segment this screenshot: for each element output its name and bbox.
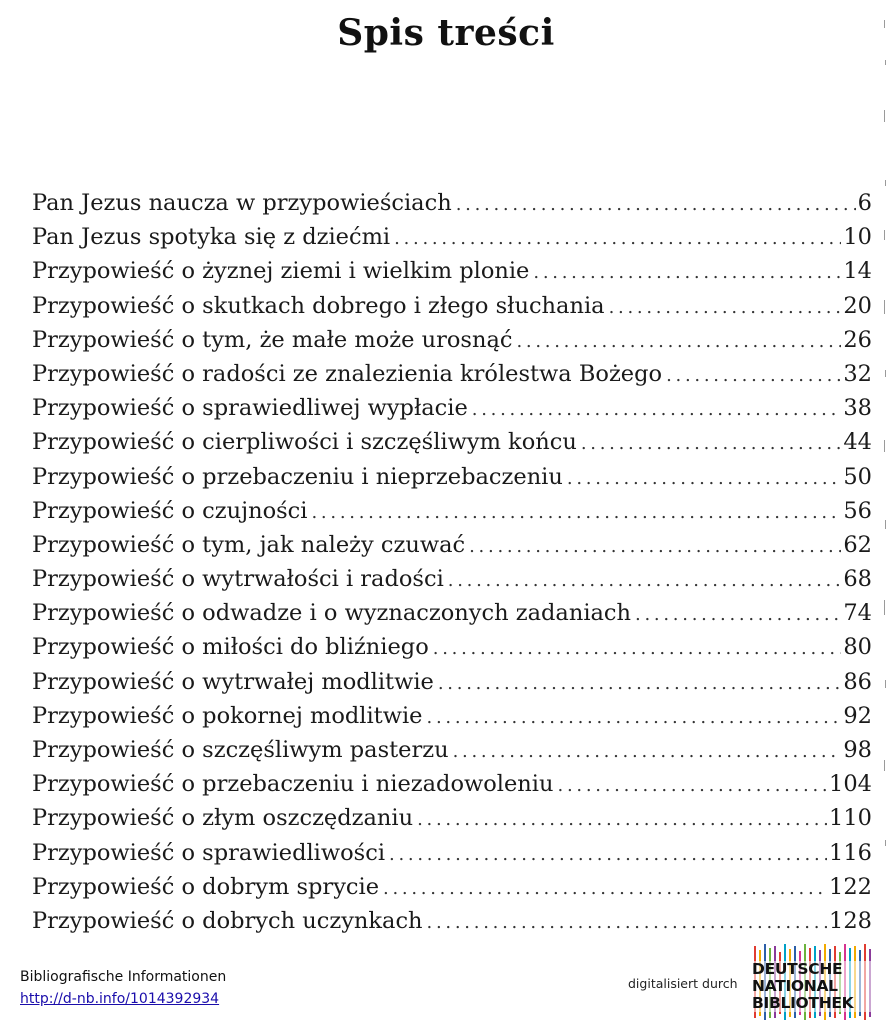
toc-entry-title: Przypowieść o przebaczeniu i niezadowoleniu (32, 771, 554, 798)
toc-entry (32, 874, 872, 908)
toc-entry-page: 122 (829, 873, 872, 900)
toc-entry (32, 258, 872, 292)
toc-dot-leader (394, 228, 841, 249)
toc-dot-leader (533, 262, 841, 283)
dnb-logo-text (752, 961, 874, 1012)
toc-entry (32, 224, 872, 258)
toc-entry-page: 38 (843, 395, 872, 422)
toc-entry (32, 464, 872, 498)
toc-entry-title: Przypowieść o sprawiedliwości (32, 839, 386, 866)
toc-dot-leader (438, 673, 842, 694)
toc-dot-leader (472, 399, 842, 420)
toc-entry-page: 26 (843, 326, 872, 353)
toc-entry (32, 805, 872, 839)
dnb-logo-line: BIBLIOTHEK (752, 995, 874, 1012)
toc-dot-leader (448, 570, 842, 591)
toc-dot-leader (427, 707, 842, 728)
toc-entry (32, 771, 872, 805)
table-of-contents (32, 190, 872, 942)
toc-dot-leader (389, 844, 827, 865)
toc-entry-title: Przypowieść o miłości do bliźniego (32, 634, 429, 661)
toc-entry-title: Przypowieść o tym, jak należy czuwać (32, 531, 466, 558)
toc-entry-page: 20 (843, 292, 872, 319)
toc-entry-page: 74 (843, 600, 872, 627)
toc-entry (32, 737, 872, 771)
toc-entry-page: 32 (843, 360, 872, 387)
dnb-logo[interactable] (752, 944, 874, 1020)
toc-entry (32, 429, 872, 463)
toc-dot-leader (427, 912, 828, 933)
toc-dot-leader (433, 638, 842, 659)
toc-dot-leader (558, 775, 828, 796)
toc-dot-leader (666, 365, 841, 386)
toc-entry (32, 532, 872, 566)
toc-entry-title: Przypowieść o odwadze i o wyznaczonych zadaniach (32, 600, 632, 627)
digitized-by-label: digitalisiert durch (628, 976, 738, 991)
toc-entry-title: Pan Jezus spotyka się z dziećmi (32, 224, 391, 251)
toc-entry (32, 634, 872, 668)
toc-entry-title: Przypowieść o cierpliwości i szczęśliwym końcu (32, 429, 577, 456)
toc-dot-leader (609, 297, 842, 318)
toc-entry-title: Przypowieść o przebaczeniu i nieprzebaczeniu (32, 463, 563, 490)
page-title: Spis treści (337, 12, 555, 54)
toc-entry-page: 86 (843, 668, 872, 695)
toc-entry-page: 68 (843, 566, 872, 593)
dnb-logo-line: DEUTSCHE (752, 961, 874, 978)
toc-entry-title: Przypowieść o czujności (32, 497, 308, 524)
bibliographic-info (20, 966, 226, 1010)
toc-entry-title: Przypowieść o tym, że małe może urosnąć (32, 326, 513, 353)
toc-entry-page: 116 (829, 839, 872, 866)
toc-entry-title: Przypowieść o sprawiedliwej wypłacie (32, 395, 468, 422)
bibliographic-info-link[interactable]: http://d-nb.info/1014392934 (20, 991, 220, 1007)
toc-entry (32, 498, 872, 532)
toc-entry-title: Przypowieść o pokornej modlitwie (32, 702, 423, 729)
toc-entry-page: 62 (843, 531, 872, 558)
toc-entry-title: Przypowieść o wytrwałej modlitwie (32, 668, 434, 695)
toc-entry-page: 6 (857, 190, 872, 216)
toc-entry-page: 128 (829, 907, 872, 934)
toc-entry (32, 190, 872, 224)
toc-entry (32, 600, 872, 634)
toc-entry (32, 669, 872, 703)
toc-dot-leader (567, 468, 841, 489)
toc-dot-leader (453, 741, 842, 762)
toc-entry (32, 327, 872, 361)
toc-entry-title: Pan Jezus naucza w przypowieściach (32, 190, 452, 216)
toc-entry (32, 703, 872, 737)
toc-dot-leader (516, 331, 841, 352)
toc-dot-leader (469, 536, 841, 557)
toc-dot-leader (456, 194, 856, 215)
toc-dot-leader (383, 878, 827, 899)
toc-entry-page: 14 (843, 258, 872, 285)
toc-entry-page: 50 (843, 463, 872, 490)
toc-entry-title: Przypowieść o złym oszczędzaniu (32, 805, 414, 832)
dnb-logo-line: NATIONAL (752, 978, 874, 995)
toc-entry-page: 80 (843, 634, 872, 661)
toc-dot-leader (311, 502, 841, 523)
toc-entry (32, 566, 872, 600)
toc-entry (32, 908, 872, 942)
toc-entry-page: 44 (843, 429, 872, 456)
toc-dot-leader (581, 433, 842, 454)
toc-entry (32, 840, 872, 874)
toc-entry-title: Przypowieść o dobrych uczynkach (32, 907, 423, 934)
toc-entry-title: Przypowieść o dobrym sprycie (32, 873, 380, 900)
toc-entry-page: 92 (843, 702, 872, 729)
toc-entry-page: 10 (843, 224, 872, 251)
toc-entry-title: Przypowieść o szczęśliwym pasterzu (32, 737, 449, 763)
toc-entry-page: 56 (843, 497, 872, 524)
toc-entry (32, 395, 872, 429)
toc-entry-page: 104 (829, 771, 872, 798)
toc-dot-leader (417, 809, 827, 830)
toc-entry-page: 110 (829, 805, 872, 832)
toc-entry-title: Przypowieść o skutkach dobrego i złego słuchania (32, 292, 605, 319)
toc-entry (32, 293, 872, 327)
scan-edge-marks (882, 0, 888, 900)
bibliographic-info-label: Bibliografische Informationen (20, 969, 227, 985)
toc-entry-title: Przypowieść o radości ze znalezienia królestwa Bożego (32, 360, 663, 387)
toc-entry (32, 361, 872, 395)
toc-entry-title: Przypowieść o żyznej ziemi i wielkim plonie (32, 258, 530, 285)
toc-entry-page: 98 (843, 737, 872, 763)
toc-dot-leader (635, 604, 841, 625)
toc-entry-title: Przypowieść o wytrwałości i radości (32, 566, 444, 593)
